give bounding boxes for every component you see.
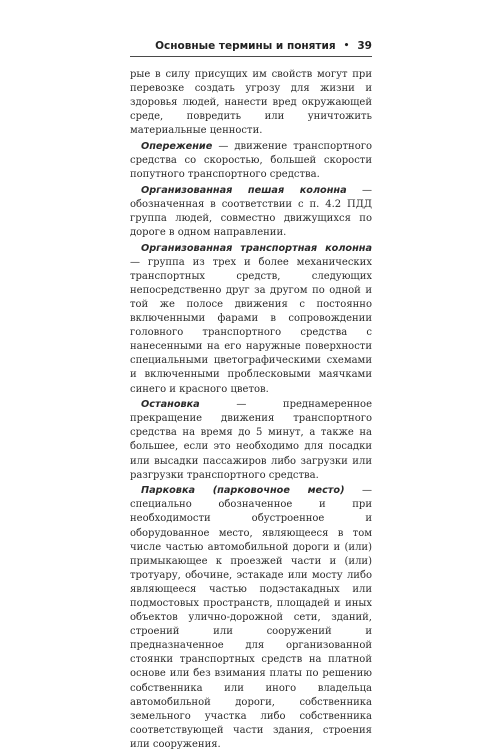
header-rule <box>130 56 372 57</box>
term-name: Организованная пешая колонна <box>141 184 347 196</box>
term-name: Организованная транспортная колонна <box>141 242 372 254</box>
running-header <box>130 39 372 53</box>
section-title: Основные термины и понятия <box>155 40 336 52</box>
definition-paragraph <box>130 140 372 182</box>
header-bullet: • <box>343 41 350 51</box>
term-name: Опережение <box>141 140 213 152</box>
term-definition: — движение транспортного средства со скоростью, большей скорости попутного транспортного средства. <box>130 140 372 181</box>
term-name: Остановка <box>141 399 200 411</box>
definition-paragraph <box>130 184 372 240</box>
term-definition: — обозначенная в соответствии с п. 4.2 ПДД группа людей, совместно движущихся по дороге в одном направлении. <box>130 184 372 239</box>
term-definition: — группа из трех и более механических транспортных средств, следующих непосредственно друг за другом по одной и той же полосе движения с постоянно включенными фарами в сопровождении головного транспортного средства с нанесенными на его наружные поверхности специальными цветографическими схемами и включенными проблесковыми маячками синего и красного цветов. <box>130 256 372 395</box>
body-text <box>130 68 372 754</box>
term-name: Парковка (парковочное место) <box>141 485 345 497</box>
definition-paragraph <box>130 398 372 483</box>
term-definition: — преднамеренное прекращение движения транспортного средства на время до 5 минут, а также на большее, если это необходимо для посадки или высадки пассажиров либо загрузки или разгрузки транспортного средства. <box>130 399 372 481</box>
term-definition: — специально обозначенное и при необходимости обустроенное и оборудованное место, являющееся в том числе частью автомобильной дороги и (или) примыкающее к проезжей части и (или) тротуару, обочине, эстакаде или мосту либо являющееся частью подэстакадных или подмостовых пространств, площадей и иных объектов улично-дорожной сети, зданий, строений или сооружений и предназначенное для организованной стоянки транспортных средств на платной основе или без взимания платы по решению собственника или иного владельца автомобильной дороги, собственника земельного участка либо собственника соответствующей части здания, строения или сооружения. <box>130 485 372 750</box>
definition-paragraph <box>130 484 372 752</box>
definition-paragraph <box>130 242 372 397</box>
continuation-paragraph: рые в силу присущих им свойств могут при перевозке создать угрозу для жизни и здоровья людей, нанести вред окружающей среде, повредить или уничтожить материальные ценности. <box>130 69 372 137</box>
page-number: 39 <box>357 40 372 52</box>
